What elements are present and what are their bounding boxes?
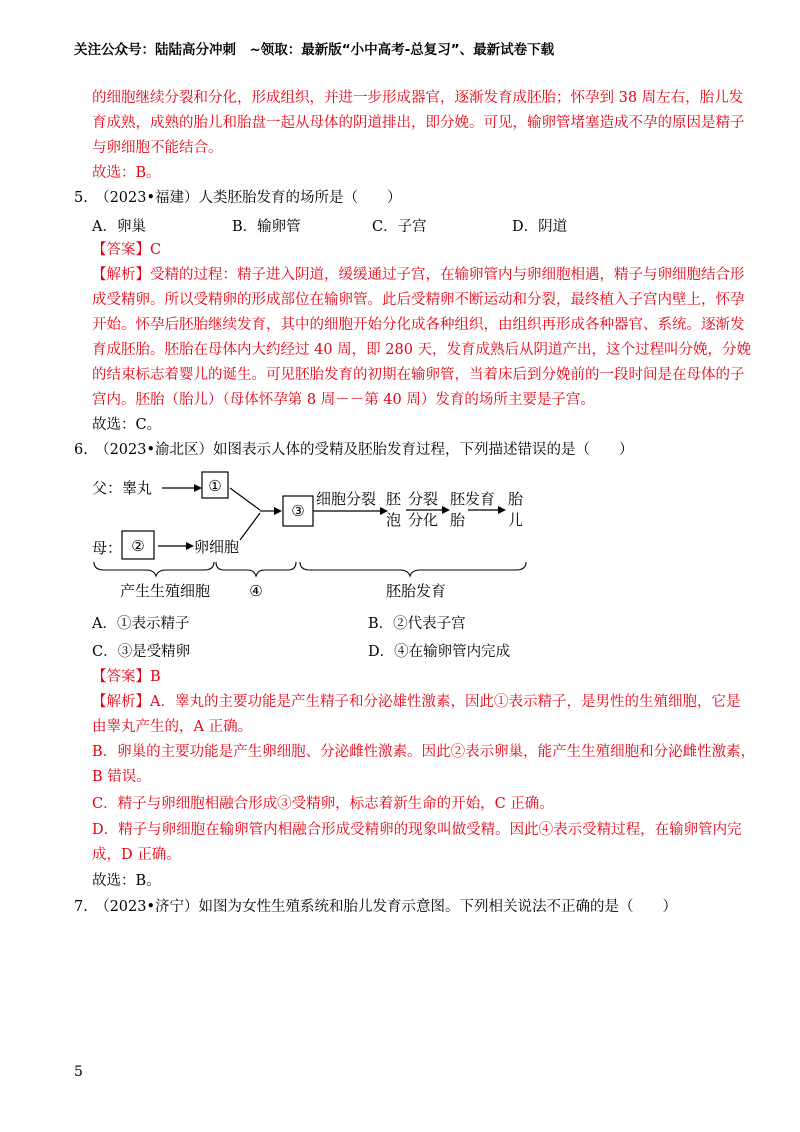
q6-choice: 故选：B。	[92, 873, 161, 889]
svg-text:分化: 分化	[408, 511, 439, 529]
q6-stem: 6. （2023•渝北区）如图表示人体的受精及胚胎发育过程，下列描述错误的是（ ）	[74, 442, 634, 458]
bracket-embryo-label: 胚胎发育	[386, 582, 447, 600]
q6-analysis-line-7: 成，D 正确。	[92, 847, 181, 863]
q6-analysis-line-4: B 错误。	[92, 769, 151, 785]
q5-analysis-line-4: 育成胚胎。胚胎在母体内大约经过 40 周，即 280 天，发育成熟后从阴道产出，这个过程叫分娩，分娩	[92, 342, 752, 358]
analysis-tag: 【解析】	[92, 267, 150, 283]
page-number: 5	[74, 1064, 83, 1080]
page-header: 关注公众号：陆陆高分冲刺 ~领取：最新版“小中高考-总复习”、最新试卷下载	[74, 42, 555, 58]
prev-analysis-line-3: 与卵细胞不能结合。	[92, 140, 223, 156]
q6-analysis-line-3: B．卵巢的主要功能是产生卵细胞、分泌雌性激素。因此②表示卵巢，能产生生殖细胞和分泌雌性激素，	[92, 744, 756, 760]
cell-division-label: 细胞分裂	[316, 490, 377, 508]
q5-choice: 故选：C。	[92, 417, 162, 433]
q6-analysis-line-2: 由睾丸产生的，A 正确。	[92, 719, 253, 735]
q6-option-c: C．③是受精卵	[92, 644, 191, 660]
q5-option-a: A．卵巢	[92, 219, 146, 235]
q5-analysis-line-6: 宫内。胚胎（胎儿）（母体怀孕第 8 周－－第 40 周）发育的场所主要是子宫。	[92, 392, 595, 408]
q5-stem: 5. （2023•福建）人类胚胎发育的场所是（ ）	[74, 190, 402, 206]
box-3-label: ③	[291, 502, 305, 520]
answer-value: B	[150, 669, 161, 685]
q5-answer	[92, 238, 161, 262]
q5-analysis-line-5: 的结束标志着婴儿的诞生。可见胚胎发育的初期在输卵管，当着床后到分娩前的一段时间是在母体的子	[92, 367, 745, 383]
bracket-4-label: ④	[249, 582, 263, 600]
answer-value: C	[150, 242, 162, 258]
analysis-tag: 【解析】	[92, 694, 150, 710]
q6-analysis-line-1: 【解析】A．睾丸的主要功能是产生精子和分泌雄性激素，因此①表示精子，是男性的生殖细胞，它是	[92, 694, 741, 710]
prev-analysis-line-2: 育成熟，成熟的胎儿和胎盘一起从母体的阴道排出，即分娩。可见，输卵管堵塞造成不孕的原因是精子	[92, 115, 745, 131]
svg-text:泡: 泡	[386, 511, 402, 529]
svg-text:胎: 胎	[450, 511, 466, 529]
answer-tag: 【答案】	[92, 669, 150, 685]
fetus-label: 胎	[508, 490, 524, 508]
fertilization-diagram	[90, 468, 550, 603]
bracket-gametes-label: 产生生殖细胞	[120, 582, 211, 600]
q6-option-d: D．④在输卵管内完成	[368, 644, 511, 660]
box-2-label: ②	[131, 537, 145, 555]
q5-option-b: B．输卵管	[232, 219, 301, 235]
answer-tag: 【答案】	[92, 242, 150, 258]
q5-analysis-line-3: 开始。怀孕后胚胎继续发育，其中的细胞开始分化成各种组织，由组织再形成各种器官、系统。逐渐发	[92, 317, 745, 333]
q6-analysis-line-6: D．精子与卵细胞在输卵管内相融合形成受精卵的现象叫做受精。因此④表示受精过程，在输卵管内完	[92, 822, 742, 838]
differentiation-label: 分裂	[408, 490, 439, 508]
q5-analysis-line-1: 【解析】受精的过程：精子进入阴道，缓缓通过子宫，在输卵管内与卵细胞相遇，精子与卵细胞结合形	[92, 267, 745, 283]
q5-analysis-line-2: 成受精卵。所以受精卵的形成部位在输卵管。此后受精卵不断运动和分裂，最终植入子宫内壁上，怀孕	[92, 292, 745, 308]
q6-option-b: B．②代表子宫	[368, 616, 466, 632]
box-1-label: ①	[208, 477, 222, 495]
q5-option-c: C．子宫	[372, 219, 427, 235]
egg-label: 卵细胞	[194, 538, 240, 556]
embryo-label: 胚发育	[450, 490, 496, 508]
blastocyst-label: 胚	[386, 490, 402, 508]
q5-option-d: D．阴道	[512, 219, 568, 235]
q6-option-a: A．①表示精子	[92, 616, 190, 632]
mother-label: 母：	[92, 539, 123, 557]
prev-choice: 故选：B。	[92, 165, 161, 181]
q7-stem: 7. （2023•济宁）如图为女性生殖系统和胎儿发育示意图。下列相关说法不正确的是（ ）	[74, 899, 678, 915]
q6-analysis-line-5: C．精子与卵细胞相融合形成③受精卵，标志着新生命的开始，C 正确。	[92, 796, 554, 812]
father-label: 父：睾丸	[92, 479, 153, 497]
prev-analysis-line-1: 的细胞继续分裂和分化，形成组织，并进一步形成器官，逐渐发育成胚胎；怀孕到 38 周左右，胎儿发	[92, 90, 744, 106]
svg-text:儿: 儿	[508, 511, 524, 529]
q6-answer	[92, 665, 161, 689]
